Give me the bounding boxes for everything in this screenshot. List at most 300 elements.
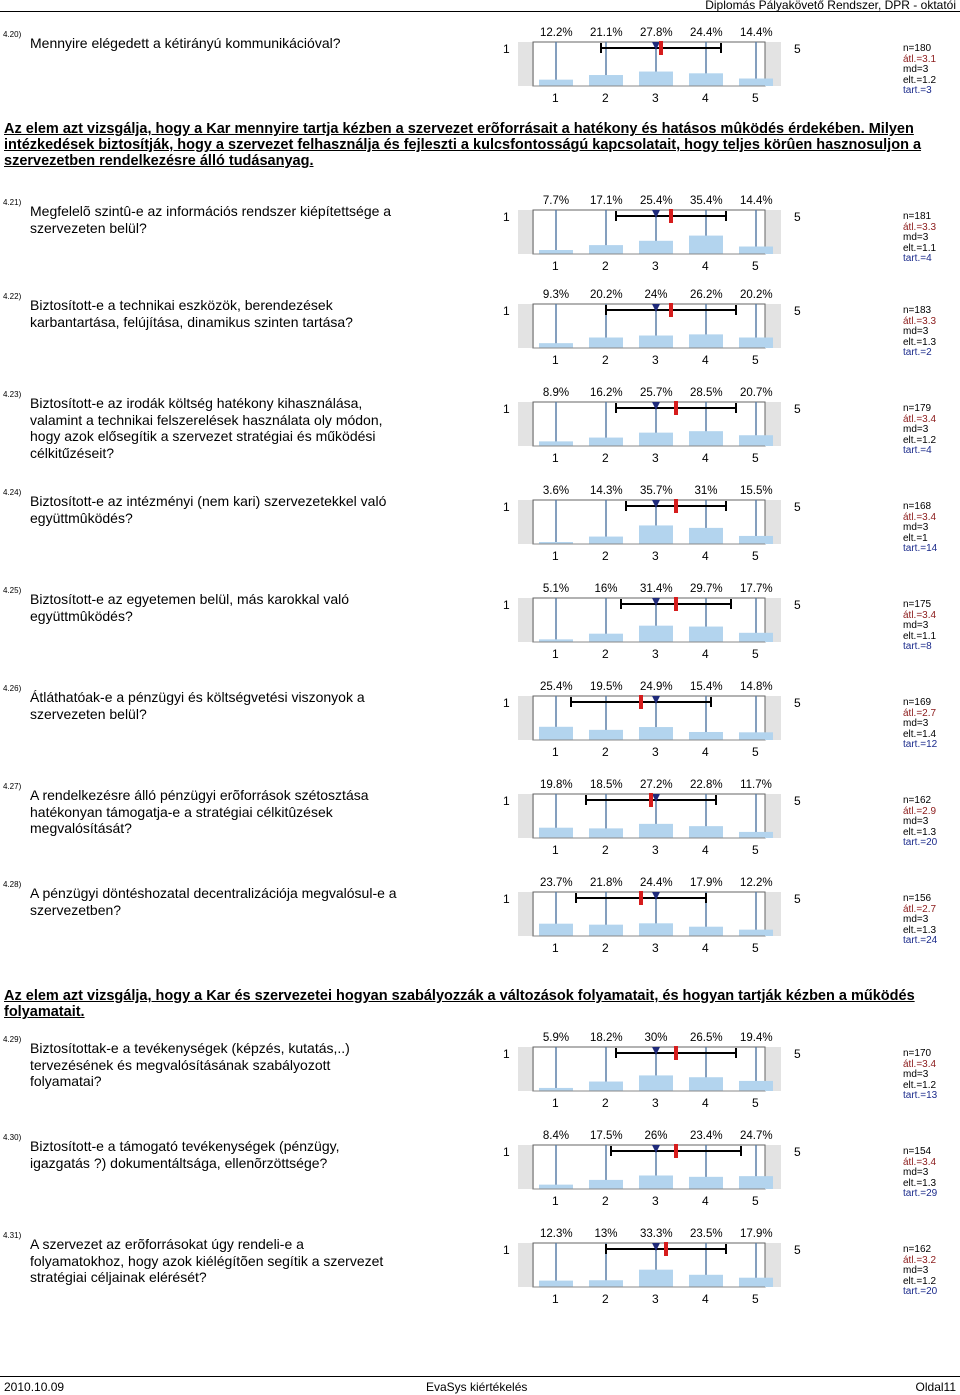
- question-text: Megfelelõ szintû-e az információs rendszer kiépítettsége a szervezeten belül?: [30, 203, 392, 236]
- distribution-bar: [639, 433, 673, 446]
- distribution-bar: [589, 245, 623, 254]
- distribution-bar: [589, 438, 623, 446]
- stat-atl: átl.=3.3: [903, 221, 937, 233]
- question-number: 4.22): [3, 292, 22, 301]
- percentage-label: 17.9%: [690, 877, 723, 889]
- stat-tart: tart.=2: [903, 347, 932, 358]
- question-number: 4.28): [3, 880, 22, 889]
- chart-left-panel: [518, 892, 534, 936]
- scale-tick-label: 3: [652, 91, 659, 105]
- chart-right-panel: [765, 892, 781, 936]
- footer-date: 2010.10.09: [4, 1380, 65, 1394]
- mean-marker: [674, 1144, 678, 1158]
- scale-tick-label: 2: [602, 745, 609, 759]
- distribution-bar: [689, 1275, 723, 1287]
- scale-high-label: 5: [794, 794, 801, 808]
- distribution-chart: [515, 582, 805, 646]
- stat-tart: tart.=12: [903, 739, 938, 750]
- scale-tick-label: 3: [652, 1096, 659, 1110]
- question-stats: [903, 44, 936, 97]
- scale-tick-label: 5: [752, 1194, 759, 1208]
- distribution-chart: [515, 194, 805, 258]
- scale-tick-label: 2: [602, 941, 609, 955]
- stat-md: md=3: [903, 1069, 929, 1080]
- percentage-label: 17.1%: [590, 195, 623, 207]
- scale-tick-label: 3: [652, 647, 659, 661]
- question-text: Átláthatóak-e a pénzügyi és költségvetési viszonyok a szervezeten belül?: [30, 689, 365, 722]
- percentage-label: 16%: [594, 583, 618, 595]
- scale-tick-label: 3: [652, 353, 659, 367]
- distribution-chart: [515, 26, 805, 90]
- percentage-label: 21.8%: [590, 877, 623, 889]
- chart-left-panel: [518, 42, 534, 86]
- distribution-bar: [689, 73, 723, 86]
- percentage-label: 7.7%: [542, 195, 570, 207]
- distribution-bar: [589, 1280, 623, 1287]
- scale-tick-label: 3: [652, 549, 659, 563]
- distribution-bar: [539, 727, 573, 740]
- question-stats: [903, 600, 936, 653]
- scale-tick-label: 5: [752, 1096, 759, 1110]
- stat-n: n=169: [903, 697, 932, 708]
- percentage-label: 13%: [594, 1228, 618, 1240]
- percentage-label: 25.4%: [640, 195, 673, 207]
- percentage-label: 28.5%: [690, 387, 723, 399]
- scale-tick-label: 5: [752, 353, 759, 367]
- stat-elt: elt.=1: [903, 532, 928, 544]
- stat-n: n=162: [903, 795, 932, 806]
- scale-tick-label: 4: [702, 1194, 709, 1208]
- question-stats: [903, 1049, 937, 1102]
- scale-tick-label: 2: [602, 1292, 609, 1306]
- question-stats: [903, 404, 936, 457]
- question-number: 4.29): [3, 1035, 22, 1044]
- percentage-label: 18.5%: [590, 779, 623, 791]
- stat-md: md=3: [903, 64, 929, 75]
- question-text: Biztosítottak-e a tevékenységek (képzés, kutatás,..) tervezésének és megvalósításának szabályozott folyamatai?: [30, 1040, 350, 1089]
- percentage-label: 14.3%: [590, 485, 623, 497]
- percentage-label: 8.4%: [542, 1130, 570, 1142]
- percentage-label: 18.2%: [590, 1032, 623, 1044]
- question-stats: [903, 698, 937, 751]
- distribution-bar: [739, 435, 773, 446]
- question-number: 4.27): [3, 782, 22, 791]
- chart-left-panel: [518, 210, 534, 254]
- percentage-label: 26.2%: [690, 289, 723, 301]
- distribution-bar: [739, 79, 773, 86]
- distribution-bar: [639, 626, 673, 642]
- scale-tick-label: 5: [752, 843, 759, 857]
- scale-tick-label: 5: [752, 451, 759, 465]
- scale-tick-label: 5: [752, 259, 759, 273]
- distribution-bar: [739, 247, 773, 254]
- distribution-bar: [739, 337, 773, 348]
- scale-high-label: 5: [794, 598, 801, 612]
- stat-tart: tart.=3: [903, 85, 932, 96]
- distribution-bar: [689, 334, 723, 348]
- scale-high-label: 5: [794, 500, 801, 514]
- distribution-bar: [689, 826, 723, 838]
- scale-tick-label: 4: [702, 1096, 709, 1110]
- percentage-label: 31%: [694, 485, 718, 497]
- scale-tick-label: 2: [602, 843, 609, 857]
- scale-tick-label: 3: [652, 843, 659, 857]
- distribution-bar: [539, 924, 573, 936]
- stat-elt: elt.=1.3: [903, 826, 937, 838]
- question-number: 4.21): [3, 198, 22, 207]
- distribution-chart: [515, 876, 805, 940]
- distribution-bar: [639, 241, 673, 254]
- question-stats: [903, 1147, 937, 1200]
- stat-atl: átl.=3.4: [903, 511, 937, 523]
- stat-atl: átl.=3.4: [903, 1156, 937, 1168]
- stat-elt: elt.=1.4: [903, 728, 937, 740]
- percentage-label: 30%: [644, 1032, 668, 1044]
- stat-n: n=156: [903, 893, 932, 904]
- percentage-label: 24%: [644, 289, 668, 301]
- stat-atl: átl.=3.1: [903, 53, 937, 65]
- distribution-bar: [689, 431, 723, 446]
- scale-tick-label: 2: [602, 1194, 609, 1208]
- chart-right-panel: [765, 794, 781, 838]
- percentage-label: 12.2%: [540, 27, 573, 39]
- stat-n: n=170: [903, 1048, 932, 1059]
- scale-tick-label: 1: [552, 941, 559, 955]
- question-number: 4.23): [3, 390, 22, 399]
- stat-tart: tart.=4: [903, 253, 932, 264]
- question-text: A szervezet az erõforrásokat úgy rendeli-e a folyamatokhoz, hogy azok kiélégítõen segítik a szervezet stratégiai céljainak elérését?: [30, 1236, 384, 1285]
- mean-marker: [669, 303, 673, 317]
- stat-md: md=3: [903, 620, 929, 631]
- mean-marker: [674, 499, 678, 513]
- mean-marker: [664, 1242, 668, 1256]
- question-text: Biztosított-e a támogató tevékenységek (pénzügy, igazgatás ?) dokumentáltsága, ellenõrzöttsége?: [30, 1138, 340, 1171]
- percentage-label: 25.4%: [540, 681, 573, 693]
- stat-md: md=3: [903, 816, 929, 827]
- scale-low-label: 1: [503, 42, 510, 56]
- page-header-title: Diplomás Pályakövető Rendszer, DPR - oktatói: [705, 0, 956, 12]
- distribution-bar: [739, 732, 773, 740]
- scale-low-label: 1: [503, 794, 510, 808]
- percentage-label: 26%: [644, 1130, 668, 1142]
- percentage-label: 23.4%: [690, 1130, 723, 1142]
- distribution-bar: [589, 828, 623, 838]
- mean-marker: [669, 209, 673, 223]
- question-stats: [903, 502, 937, 555]
- scale-low-label: 1: [503, 1243, 510, 1257]
- stat-tart: tart.=20: [903, 1286, 938, 1297]
- percentage-label: 17.5%: [590, 1130, 623, 1142]
- stat-atl: átl.=3.4: [903, 413, 937, 425]
- stat-n: n=175: [903, 599, 932, 610]
- distribution-bar: [639, 1175, 673, 1189]
- percentage-label: 3.6%: [542, 485, 570, 497]
- percentage-label: 29.7%: [690, 583, 723, 595]
- question-text: Mennyire elégedett a kétirányú kommunikációval?: [30, 35, 341, 51]
- question-stats: [903, 796, 937, 849]
- question-text: Biztosított-e az intézményi (nem kari) szervezetekkel való együttmûködés?: [30, 493, 387, 526]
- question-stats: [903, 894, 937, 947]
- scale-low-label: 1: [503, 696, 510, 710]
- footer-page-number: Oldal11: [915, 1380, 956, 1394]
- scale-tick-label: 3: [652, 451, 659, 465]
- question-text: A rendelkezésre álló pénzügyi erõforrások szétosztása hatékonyan támogatja-e a stratégiai célkitûzések megvalósítását?: [30, 787, 369, 836]
- scale-high-label: 5: [794, 1145, 801, 1159]
- percentage-label: 20.2%: [590, 289, 623, 301]
- scale-tick-label: 1: [552, 353, 559, 367]
- scale-tick-label: 5: [752, 647, 759, 661]
- distribution-bar: [739, 1081, 773, 1091]
- distribution-bar: [689, 732, 723, 740]
- scale-tick-label: 4: [702, 549, 709, 563]
- scale-high-label: 5: [794, 1047, 801, 1061]
- scale-high-label: 5: [794, 210, 801, 224]
- scale-tick-label: 4: [702, 1292, 709, 1306]
- question-stats: [903, 1245, 937, 1298]
- mean-marker: [674, 401, 678, 415]
- scale-low-label: 1: [503, 304, 510, 318]
- scale-low-label: 1: [503, 598, 510, 612]
- scale-tick-label: 1: [552, 647, 559, 661]
- distribution-bar: [689, 1177, 723, 1189]
- question-text: A pénzügyi döntéshozatal decentralizációja megvalósul-e a szervezetben?: [30, 885, 397, 918]
- scale-tick-label: 3: [652, 259, 659, 273]
- stat-elt: elt.=1.1: [903, 242, 937, 254]
- question-number: 4.20): [3, 30, 22, 39]
- distribution-bar: [639, 525, 673, 544]
- scale-low-label: 1: [503, 500, 510, 514]
- percentage-label: 15.5%: [740, 485, 773, 497]
- scale-tick-label: 5: [752, 941, 759, 955]
- scale-tick-label: 5: [752, 745, 759, 759]
- chart-left-panel: [518, 402, 534, 446]
- distribution-chart: [515, 288, 805, 352]
- question-number: 4.26): [3, 684, 22, 693]
- percentage-label: 15.4%: [690, 681, 723, 693]
- percentage-label: 8.9%: [542, 387, 570, 399]
- scale-tick-label: 1: [552, 259, 559, 273]
- scale-tick-label: 5: [752, 549, 759, 563]
- percentage-label: 12.3%: [540, 1228, 573, 1240]
- scale-tick-label: 1: [552, 451, 559, 465]
- scale-high-label: 5: [794, 304, 801, 318]
- distribution-chart: [515, 1227, 805, 1291]
- stat-n: n=154: [903, 1146, 932, 1157]
- percentage-label: 9.3%: [542, 289, 570, 301]
- percentage-label: 24.7%: [740, 1130, 773, 1142]
- stat-tart: tart.=20: [903, 837, 938, 848]
- stat-atl: átl.=2.7: [903, 903, 937, 915]
- distribution-bar: [739, 1278, 773, 1287]
- stat-elt: elt.=1.3: [903, 924, 937, 936]
- distribution-bar: [589, 75, 623, 86]
- distribution-bar: [689, 627, 723, 642]
- percentage-label: 5.1%: [542, 583, 570, 595]
- stat-md: md=3: [903, 1167, 929, 1178]
- stat-tart: tart.=24: [903, 935, 938, 946]
- distribution-bar: [589, 730, 623, 740]
- scale-tick-label: 3: [652, 1194, 659, 1208]
- percentage-label: 24.4%: [640, 877, 673, 889]
- chart-left-panel: [518, 1145, 534, 1189]
- mean-marker: [639, 891, 643, 905]
- stat-n: n=162: [903, 1244, 932, 1255]
- scale-low-label: 1: [503, 1145, 510, 1159]
- scale-tick-label: 2: [602, 91, 609, 105]
- scale-tick-label: 4: [702, 91, 709, 105]
- distribution-bar: [639, 336, 673, 348]
- scale-low-label: 1: [503, 210, 510, 224]
- scale-tick-label: 4: [702, 451, 709, 465]
- percentage-label: 25.7%: [640, 387, 673, 399]
- distribution-bar: [539, 343, 573, 348]
- stat-md: md=3: [903, 326, 929, 337]
- scale-tick-label: 1: [552, 91, 559, 105]
- distribution-chart: [515, 484, 805, 548]
- distribution-bar: [639, 727, 673, 740]
- stat-md: md=3: [903, 424, 929, 435]
- scale-tick-label: 3: [652, 745, 659, 759]
- mean-marker: [674, 1046, 678, 1060]
- distribution-bar: [739, 930, 773, 936]
- scale-tick-label: 1: [552, 1292, 559, 1306]
- scale-tick-label: 1: [552, 1194, 559, 1208]
- stat-atl: átl.=2.9: [903, 805, 937, 817]
- scale-tick-label: 4: [702, 259, 709, 273]
- question-number: 4.25): [3, 586, 22, 595]
- mean-marker: [649, 793, 653, 807]
- question-stats: [903, 306, 936, 359]
- distribution-bar: [589, 925, 623, 936]
- scale-tick-label: 4: [702, 647, 709, 661]
- section-heading-resources: Az elem azt vizsgálja, hogy a Kar mennyire tartja kézben a szervezet erõforrásait a hatékony és hatásos mûködés érdekében. Milyen intézkedések biztosítják, hogy a szervezet felhasználja és fejleszti a kulcsfontosságú kapcsolatait, hogy teljes körûen hasznosuljon a szervezetben rendelkezésre álló tudásanyag.: [4, 121, 922, 169]
- percentage-label: 20.7%: [740, 387, 773, 399]
- scale-high-label: 5: [794, 696, 801, 710]
- footer-center-label: EvaSys kiértékelés: [426, 1380, 528, 1394]
- distribution-bar: [739, 832, 773, 838]
- percentage-label: 27.2%: [640, 779, 673, 791]
- question-text: Biztosított-e az egyetemen belül, más karokkal való együttmûködés?: [30, 591, 350, 624]
- percentage-label: 19.8%: [540, 779, 573, 791]
- distribution-bar: [689, 1077, 723, 1091]
- distribution-bar: [639, 923, 673, 936]
- distribution-bar: [539, 441, 573, 446]
- stat-md: md=3: [903, 914, 929, 925]
- stat-tart: tart.=4: [903, 445, 932, 456]
- distribution-bar: [589, 1082, 623, 1091]
- scale-tick-label: 2: [602, 549, 609, 563]
- stat-n: n=179: [903, 403, 932, 414]
- distribution-bar: [589, 634, 623, 642]
- percentage-label: 24.9%: [640, 681, 673, 693]
- distribution-chart: [515, 386, 805, 450]
- stat-elt: elt.=1.3: [903, 1177, 937, 1189]
- mean-marker: [639, 695, 643, 709]
- stat-n: n=168: [903, 501, 932, 512]
- scale-tick-label: 1: [552, 843, 559, 857]
- scale-tick-label: 4: [702, 353, 709, 367]
- percentage-label: 19.4%: [740, 1032, 773, 1044]
- scale-tick-label: 4: [702, 843, 709, 857]
- scale-tick-label: 5: [752, 1292, 759, 1306]
- question-stats: [903, 212, 936, 265]
- percentage-label: 17.9%: [740, 1228, 773, 1240]
- distribution-bar: [539, 828, 573, 838]
- stat-md: md=3: [903, 232, 929, 243]
- distribution-chart: [515, 1031, 805, 1095]
- stat-tart: tart.=29: [903, 1188, 938, 1199]
- stat-elt: elt.=1.2: [903, 74, 937, 86]
- scale-high-label: 5: [794, 892, 801, 906]
- percentage-label: 21.1%: [590, 27, 623, 39]
- stat-elt: elt.=1.2: [903, 1079, 937, 1091]
- chart-left-panel: [518, 500, 534, 544]
- scale-tick-label: 2: [602, 259, 609, 273]
- percentage-label: 23.7%: [540, 877, 573, 889]
- header-divider: [0, 11, 960, 12]
- distribution-bar: [639, 1075, 673, 1091]
- stat-elt: elt.=1.2: [903, 434, 937, 446]
- distribution-bar: [739, 633, 773, 642]
- distribution-chart: [515, 680, 805, 744]
- scale-tick-label: 4: [702, 745, 709, 759]
- question-number: 4.31): [3, 1231, 22, 1240]
- stat-elt: elt.=1.3: [903, 336, 937, 348]
- distribution-bar: [689, 528, 723, 544]
- percentage-label: 16.2%: [590, 387, 623, 399]
- stat-md: md=3: [903, 718, 929, 729]
- stat-atl: átl.=2.7: [903, 707, 937, 719]
- section-heading-processes: Az elem azt vizsgálja, hogy a Kar és szervezetei hogyan szabályozzák a változások folyamatait, és hogyan tartják kézben a működés folyamatait.: [4, 988, 915, 1020]
- distribution-bar: [639, 72, 673, 86]
- distribution-bar: [589, 537, 623, 544]
- distribution-chart: [515, 1129, 805, 1193]
- scale-tick-label: 4: [702, 941, 709, 955]
- scale-tick-label: 1: [552, 549, 559, 563]
- chart-left-panel: [518, 1243, 534, 1287]
- chart-left-panel: [518, 696, 534, 740]
- scale-tick-label: 2: [602, 1096, 609, 1110]
- scale-tick-label: 1: [552, 745, 559, 759]
- stat-atl: átl.=3.4: [903, 609, 937, 621]
- percentage-label: 17.7%: [740, 583, 773, 595]
- distribution-bar: [539, 1185, 573, 1189]
- percentage-label: 26.5%: [690, 1032, 723, 1044]
- stat-n: n=183: [903, 305, 932, 316]
- stat-n: n=181: [903, 211, 932, 222]
- distribution-bar: [639, 824, 673, 838]
- scale-high-label: 5: [794, 402, 801, 416]
- mean-marker: [659, 41, 663, 55]
- question-number: 4.24): [3, 488, 22, 497]
- scale-tick-label: 2: [602, 647, 609, 661]
- question-text: Biztosított-e az irodák költség hatékony kihasználása, valamint a technikai felszerelések használata oly módon, hogy azok elősegítik a szervezet stratégiai és működési célkitűzéseit?: [30, 395, 383, 461]
- percentage-label: 14.4%: [740, 27, 773, 39]
- scale-tick-label: 2: [602, 451, 609, 465]
- percentage-label: 23.5%: [690, 1228, 723, 1240]
- chart-left-panel: [518, 598, 534, 642]
- stat-elt: elt.=1.2: [903, 1275, 937, 1287]
- scale-tick-label: 2: [602, 353, 609, 367]
- percentage-label: 22.8%: [690, 779, 723, 791]
- stat-atl: átl.=3.3: [903, 315, 937, 327]
- percentage-label: 27.8%: [640, 27, 673, 39]
- distribution-bar: [689, 236, 723, 254]
- scale-low-label: 1: [503, 402, 510, 416]
- distribution-bar: [689, 927, 723, 936]
- percentage-label: 35.4%: [690, 195, 723, 207]
- scale-tick-label: 1: [552, 1096, 559, 1110]
